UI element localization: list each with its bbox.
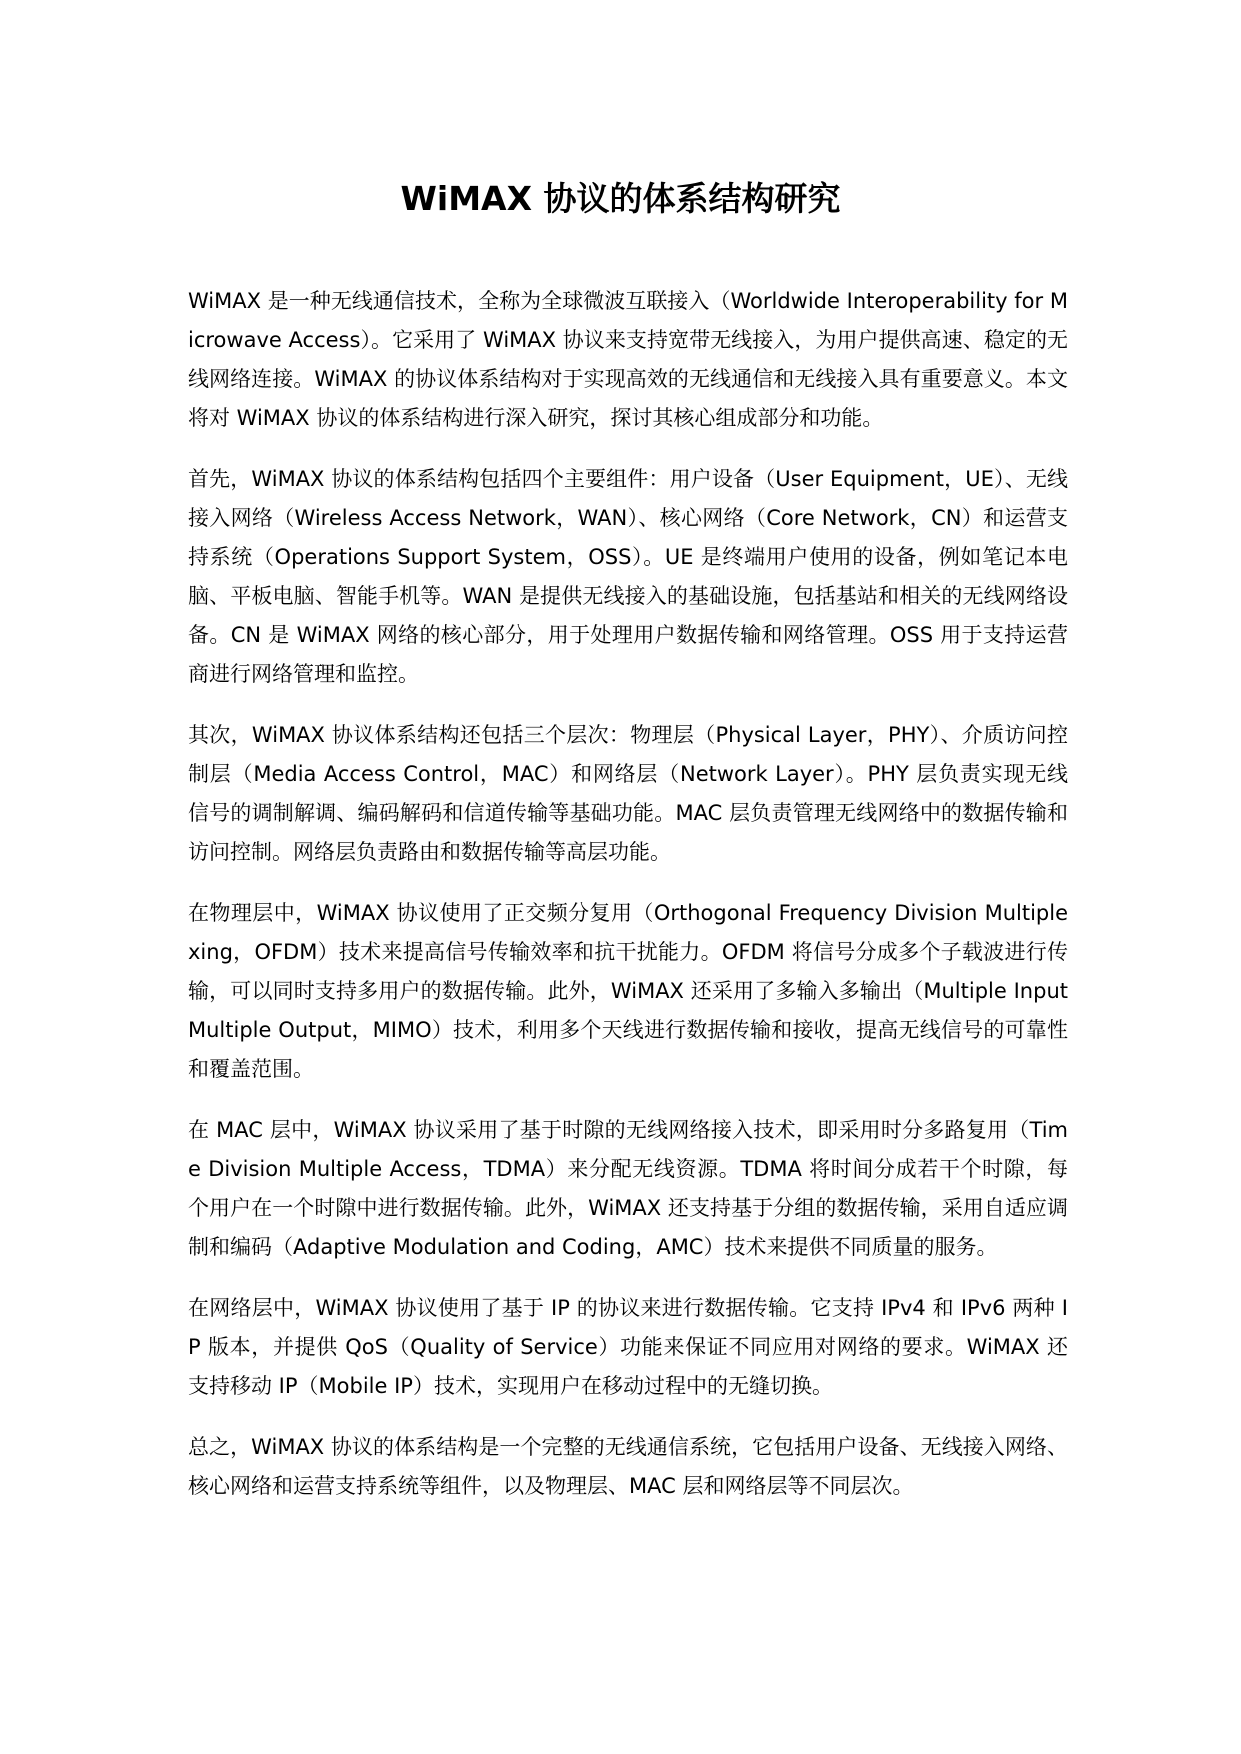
paragraph-mac-layer: 在 MAC 层中，WiMAX 协议采用了基于时隙的无线网络接入技术，即采用时分多路复用（Time Division Multiple Access，TDMA）来分配无线资源。TDMA 将时间分成若干个时隙，每个用户在一个时隙中进行数据传输。此外，WiMAX 还支持基于分组的数据传输，采用自适应调制和编码（Adaptive Modulation and Coding，AMC）技术来提供不同质量的服务。 <box>188 1118 1068 1259</box>
paragraph-intro: WiMAX 是一种无线通信技术，全称为全球微波互联接入（Worldwide Interoperability for Microwave Access）。它采用了 WiMAX 协议来支持宽带无线接入，为用户提供高速、稳定的无线网络连接。WiMAX 的协议体系结构对于实现高效的无线通信和无线接入具有重要意义。本文将对 WiMAX 协议的体系结构进行深入研究，探讨其核心组成部分和功能。 <box>188 289 1068 430</box>
document-title: WiMAX 协议的体系结构研究 <box>400 179 841 218</box>
document-body <box>188 282 1068 1528</box>
paragraph-network-layer: 在网络层中，WiMAX 协议使用了基于 IP 的协议来进行数据传输。它支持 IPv4 和 IPv6 两种 IP 版本，并提供 QoS（Quality of Service）功能来保证不同应用对网络的要求。WiMAX 还支持移动 IP（Mobile IP）技术，实现用户在移动过程中的无缝切换。 <box>188 1296 1068 1398</box>
paragraph-physical-layer: 在物理层中，WiMAX 协议使用了正交频分复用（Orthogonal Frequency Division Multiplexing，OFDM）技术来提高信号传输效率和抗干扰能力。OFDM 将信号分成多个子载波进行传输，可以同时支持多用户的数据传输。此外，WiMAX 还采用了多输入多输出（Multiple Input Multiple Output，MIMO）技术，利用多个天线进行数据传输和接收，提高无线信号的可靠性和覆盖范围。 <box>188 901 1068 1081</box>
paragraph-conclusion: 总之，WiMAX 协议的体系结构是一个完整的无线通信系统，它包括用户设备、无线接入网络、核心网络和运营支持系统等组件，以及物理层、MAC 层和网络层等不同层次。 <box>188 1435 1068 1498</box>
paragraph-components: 首先，WiMAX 协议的体系结构包括四个主要组件：用户设备（User Equipment，UE）、无线接入网络（Wireless Access Network，WAN）、核心网络（Core Network，CN）和运营支持系统（Operations Support System，OSS）。UE 是终端用户使用的设备，例如笔记本电脑、平板电脑、智能手机等。WAN 是提供无线接入的基础设施，包括基站和相关的无线网络设备。CN 是 WiMAX 网络的核心部分，用于处理用户数据传输和网络管理。OSS 用于支持运营商进行网络管理和监控。 <box>188 467 1068 686</box>
paragraph-layers: 其次，WiMAX 协议体系结构还包括三个层次：物理层（Physical Layer，PHY）、介质访问控制层（Media Access Control，MAC）和网络层（Network Layer）。PHY 层负责实现无线信号的调制解调、编码解码和信道传输等基础功能。MAC 层负责管理无线网络中的数据传输和访问控制。网络层负责路由和数据传输等高层功能。 <box>188 723 1068 864</box>
